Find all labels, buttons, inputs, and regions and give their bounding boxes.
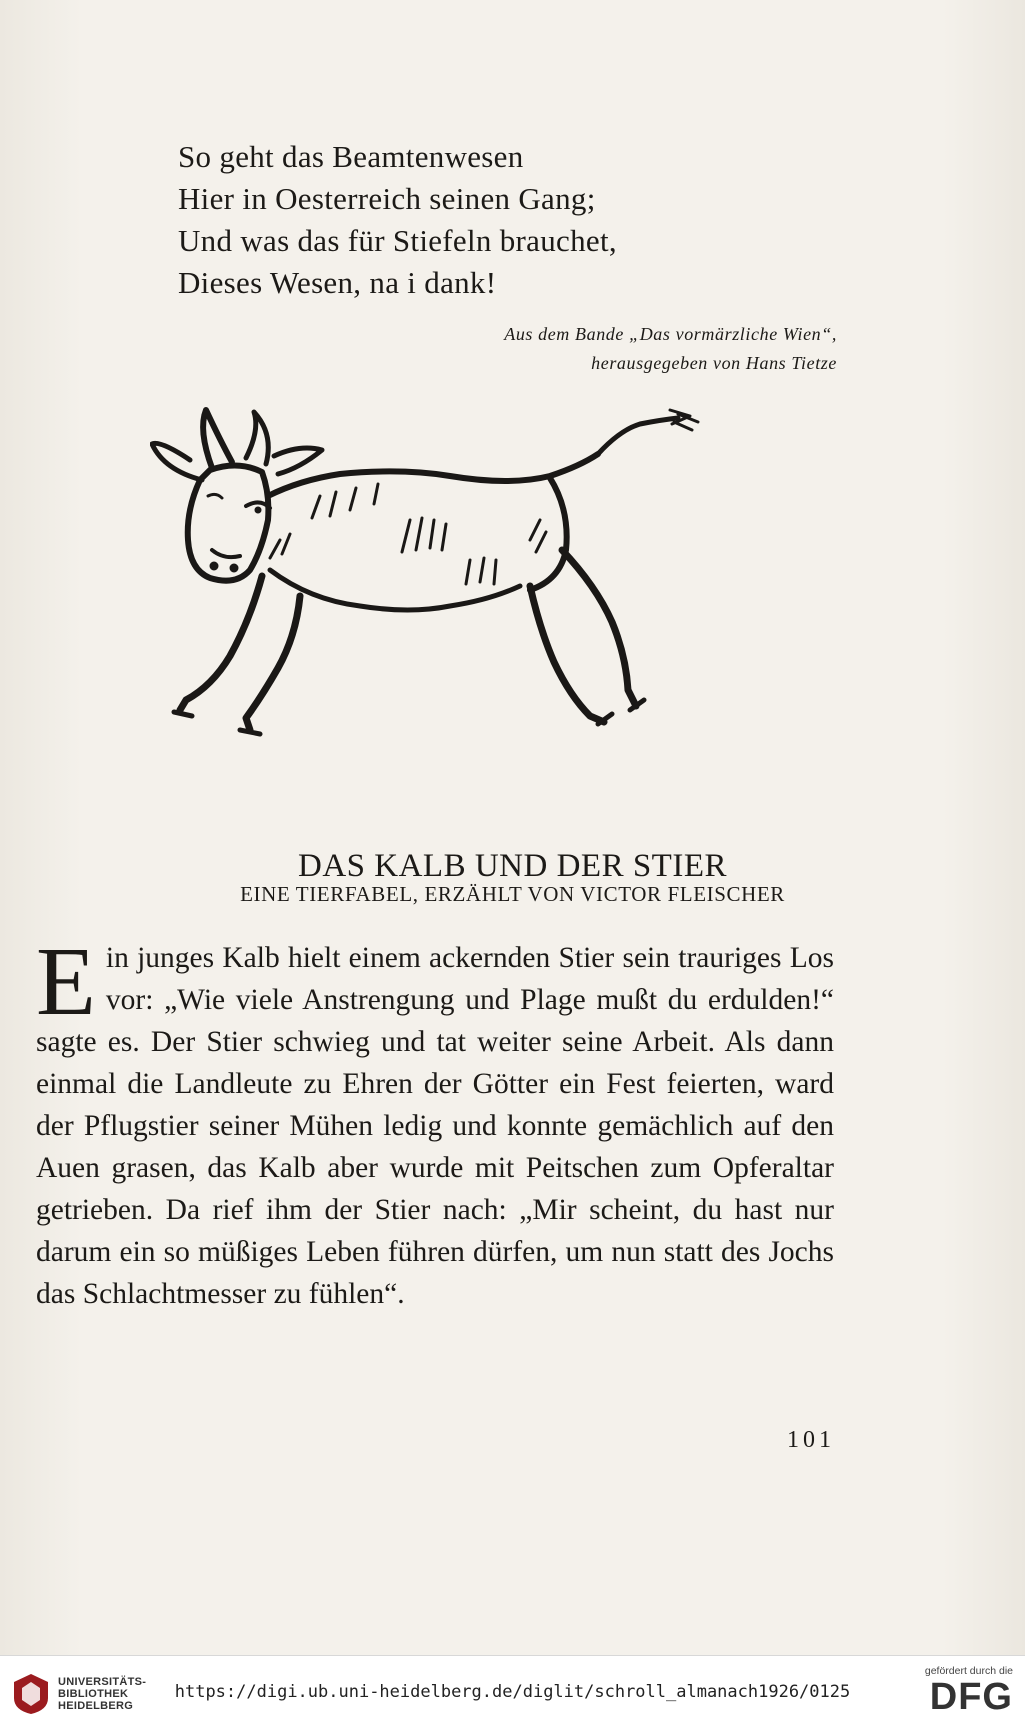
permalink-url[interactable]: https://digi.ub.uni-heidelberg.de/diglit/schroll_almanach1926/0125 xyxy=(174,1682,851,1702)
source-line: herausgegeben von Hans Tietze xyxy=(591,353,837,373)
funding-note: gefördert durch die xyxy=(924,1665,1013,1677)
fable-subtitle: EINE TIERFABEL, ERZÄHLT VON VICTOR FLEISCHER xyxy=(240,882,785,906)
fable-title: DAS KALB UND DER STIER xyxy=(297,848,727,885)
fable-body: in junges Kalb hielt einem ackernden Stier sein trauriges Los vor: „Wie viele Anstrengung und Plage mußt du erdulden!“ sagte es. Der Stier schwieg und tat weiter seine Arbeit. Als dann einmal die Landleute zu Ehren der Götter ein Fest feierten, ward der Pflugstier seiner Mühen ledig und konnte gemächlich auf den Auen grasen, das Kalb aber wurde mit Peitschen zum Opferaltar getrieben. Da rief ihm der Stier nach: „Mir scheint, du hast nur darum ein so müßiges Leben führen dürfen, um nun statt des Jochs das Schlachtmesser zu fühlen“. xyxy=(36,942,834,1310)
library-name: UNIVERSITÄTS- BIBLIOTHEK HEIDELBERG xyxy=(58,1676,147,1712)
drop-cap: E xyxy=(36,928,96,1036)
poem-line: So geht das Beamtenwesen xyxy=(178,139,524,174)
source-citation xyxy=(504,320,837,378)
page-number: 101 xyxy=(787,1427,835,1453)
viewer-footer xyxy=(0,1655,1025,1733)
poem-line: Und was das für Stiefeln brauchet, xyxy=(178,223,617,258)
poem-stanza xyxy=(178,136,617,304)
source-line: Aus dem Bande „Das vormärzliche Wien“, xyxy=(504,324,837,344)
fable-text xyxy=(36,928,834,1315)
funding-credit xyxy=(925,1665,1013,1717)
dfg-logo: DFG xyxy=(929,1676,1013,1718)
calf-woodcut-icon xyxy=(150,400,710,760)
poem-line: Hier in Oesterreich seinen Gang; xyxy=(178,181,596,216)
poem-line: Dieses Wesen, na i dank! xyxy=(178,265,497,300)
